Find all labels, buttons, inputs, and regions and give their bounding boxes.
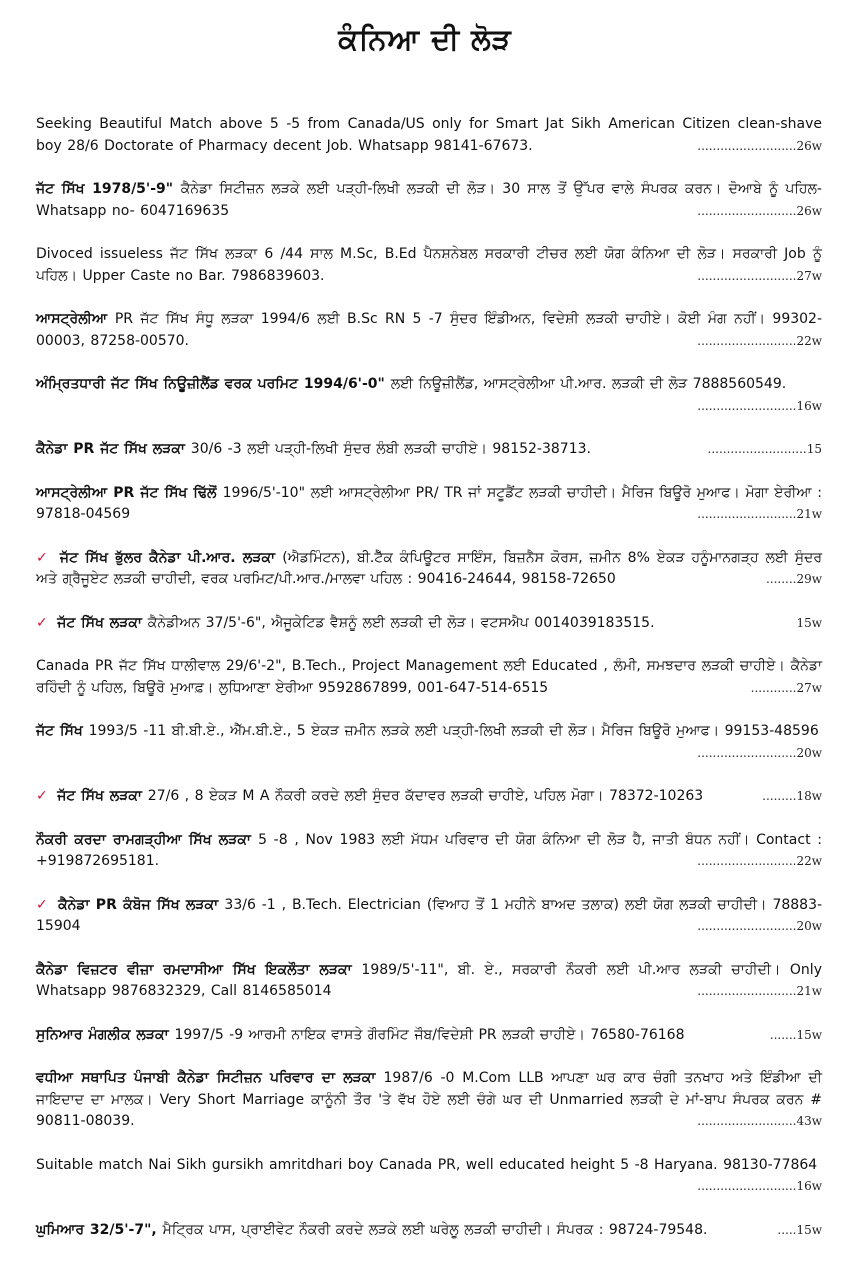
ad-text: 33/6 -1 , B.Tech. Electrician (ਵਿਆਹ ਤੋਂ 1 ਮਹੀਨੇ ਬਾਅਦ ਤਲਾਕ) ਲਈ ਯੋਗ ਲੜਕੀ ਚਾਹੀਦੀ। 78883-15904 <box>36 896 823 934</box>
ad-code: ..........................16w <box>697 1179 822 1193</box>
ad-code: ..........................21w <box>697 984 822 998</box>
classified-ad-16 <box>36 1025 822 1047</box>
ad-text: Suitable match Nai Sikh gursikh amritdhari boy Canada PR, well educated height 5 -8 Haryana. 98130-77864 <box>36 1156 818 1173</box>
classified-ad-11 <box>36 721 822 764</box>
classified-ad-10 <box>36 656 822 699</box>
classified-ad-4 <box>36 309 822 352</box>
ad-text: Canada PR ਜੱਟ ਸਿੱਖ ਧਾਲੀਵਾਲ 29/6'-2", B.Tech., Project Management ਲਈ Educated , ਲੰਮੀ, ਸਮਝਦਾਰ ਲੜਕੀ ਚਾਹੀਏ। ਕੈਨੇਡਾ ਰਹਿੰਦੀ ਨੂੰ ਪਹਿਲ, ਬਿਊਰੋ ਮੁਆਫ਼। ਲੁਧਿਆਣਾ ਏਰੀਆ 9592867899, 001-647-514-6515 <box>36 658 822 696</box>
check-mark-icon: ✓ <box>36 549 50 566</box>
classified-ad-14 <box>36 895 822 938</box>
classified-ad-5 <box>36 374 822 417</box>
ad-code: .....15w <box>777 1222 822 1237</box>
ad-code: ..........................27w <box>697 268 822 283</box>
ad-text: ਮੈਟ੍ਰਿਕ ਪਾਸ, ਪ੍ਰਾਈਵੇਟ ਨੌਕਰੀ ਕਰਦੇ ਲੜਕੇ ਲਈ ਘਰੇਲੂ ਲੜਕੀ ਚਾਹੀਦੀ। ਸੰਪਰਕ : 98724-79548. <box>162 1221 708 1238</box>
ad-text: Divoced issueless ਜੱਟ ਸਿੱਖ ਲੜਕਾ 6 /44 ਸਾਲ M.Sc, B.Ed ਪੈਨਸ਼ਨੇਬਲ ਸਰਕਾਰੀ ਟੀਚਰ ਲਈ ਯੋਗ ਕੰਨਿਆ ਦੀ ਲੋੜ। ਸਰਕਾਰੀ Job ਨੂੰ ਪਹਿਲ। Upper Caste no Bar. 7986839603. <box>36 246 822 284</box>
ad-text: 1989/5'-11", ਬੀ. ਏ., ਸਰਕਾਰੀ ਨੌਕਰੀ ਲਈ ਪੀ.ਆਰ ਲੜਕੀ ਚਾਹੀਦੀ। Only Whatsapp 9876832329, Call 8146585014 <box>36 961 822 999</box>
classified-ad-13 <box>36 830 822 873</box>
ad-code: ..........................15 <box>707 442 822 456</box>
ad-text: ਕੈਨੇਡੀਅਨ 37/5'-6", ਐਜੂਕੇਟਿਡ ਵੈਸ਼ਨੂੰ ਲਈ ਲੜਕੀ ਦੀ ਲੋੜ। ਵਟਸਐਪ 0014039183515. <box>147 614 655 631</box>
classified-ad-15 <box>36 960 822 1003</box>
ad-code: ........29w <box>765 572 822 586</box>
ad-code: ..........................26w <box>697 138 822 153</box>
ad-code: ..........................22w <box>697 333 822 348</box>
ad-text: 1987/6 -0 M.Com LLB ਆਪਣਾ ਘਰ ਕਾਰ ਚੰਗੀ ਤਨਖਾਹ ਅਤੇ ਇੰਡੀਆ ਦੀ ਜਾਇਦਾਦ ਦਾ ਮਾਲਕ। Very Short Marriage ਕਾਨੂੰਨੀ ਤੌਰ 'ਤੇ ਵੱਖ ਹੋਏ ਲਈ ਚੰਗੇ ਘਰ ਦੀ Unmarried ਲੜਕੀ ਦੇ ਮਾਂ-ਬਾਪ ਸੰਪਰਕ ਕਰਨ # 90811-08039. <box>36 1070 822 1129</box>
ad-lead: ਅੰਮ੍ਰਿਤਧਾਰੀ ਜੱਟ ਸਿੱਖ ਨਿਊਜ਼ੀਲੈਂਡ ਵਰਕ ਪਰਮਿਟ 1994/6'-0" <box>36 376 391 392</box>
ad-lead: ਜੱਟ ਸਿੱਖ ਲੜਕਾ <box>57 614 148 631</box>
classified-ads-list <box>36 114 822 1263</box>
ad-text: 5 -8 , Nov 1983 ਲਈ ਮੱਧਮ ਪਰਿਵਾਰ ਦੀ ਯੋਗ ਕੰਨਿਆ ਦੀ ਲੋੜ ਹੈ, ਜਾਤੀ ਬੰਧਨ ਨਹੀਂ। Contact : +919872695181. <box>36 831 822 869</box>
ad-code: ............27w <box>750 680 822 695</box>
classified-ad-17 <box>36 1068 822 1133</box>
ad-text: ਲਈ ਨਿਊਜ਼ੀਲੈਂਡ, ਆਸਟ੍ਰੇਲੀਆ ਪੀ.ਆਰ. ਲੜਕੀ ਦੀ ਲੋੜ 7888560549. <box>390 376 787 392</box>
classified-ad-7 <box>36 483 822 526</box>
ad-code: 15w <box>796 615 822 630</box>
check-mark-icon: ✓ <box>36 896 49 913</box>
ad-text: 1997/5 -9 ਆਰਮੀ ਨਾਇਕ ਵਾਸਤੇ ਗੌਰਮਿੰਟ ਜੌਬ/ਵਿਦੇਸ਼ੀ PR ਲੜਕੀ ਚਾਹੀਏ। 76580-76168 <box>174 1026 685 1043</box>
ad-code: ..........................20w <box>697 919 822 933</box>
classified-ad-9 <box>36 613 822 635</box>
ad-text: 30/6 -3 ਲਈ ਪੜ੍ਹੀ-ਲਿਖੀ ਸੁੰਦਰ ਲੰਬੀ ਲੜਕੀ ਚਾਹੀਏ। 98152-38713. <box>190 441 591 457</box>
ad-code: ..........................43w <box>697 1114 822 1128</box>
ad-lead: ਕੈਨੇਡਾ PR ਜੱਟ ਸਿੱਖ ਲੜਕਾ <box>36 441 191 457</box>
ad-code: .........18w <box>762 789 822 803</box>
classified-ad-18 <box>36 1155 822 1198</box>
ad-code: .......15w <box>769 1027 822 1042</box>
ad-lead: ਜੱਟ ਸਿੱਖ <box>36 723 89 739</box>
ad-lead: ਜੱਟ ਸਿੱਖ ਲੜਕਾ <box>57 788 148 804</box>
classified-ad-2 <box>36 179 822 222</box>
ad-lead: ਆਸਟ੍ਰੇਲੀਆ PR ਜੱਟ ਸਿੱਖ ਢਿੱਲੋਂ <box>36 484 223 501</box>
check-mark-icon: ✓ <box>36 614 48 631</box>
ad-code: ..........................26w <box>697 203 822 218</box>
ad-code: ..........................16w <box>697 398 822 413</box>
ad-lead: ਵਧੀਆ ਸਥਾਪਿਤ ਪੰਜਾਬੀ ਕੈਨੇਡਾ ਸਿਟੀਜ਼ਨ ਪਰਿਵਾਰ ਦਾ ਲੜਕਾ <box>36 1070 384 1086</box>
ad-text: PR ਜੱਟ ਸਿੱਖ ਸੰਧੂ ਲੜਕਾ 1994/6 ਲਈ B.Sc RN 5 -7 ਸੁੰਦਰ ਇੰਡੀਅਨ, ਵਿਦੇਸ਼ੀ ਲੜਕੀ ਚਾਹੀਏ। ਕੋਈ ਮੰਗ ਨਹੀਂ। 99302-00003, 87258-00570. <box>36 311 822 349</box>
ad-code: ..........................20w <box>697 745 822 760</box>
classified-ad-3 <box>36 244 822 287</box>
classified-ad-8 <box>36 548 822 591</box>
classified-ad-12 <box>36 786 822 808</box>
ad-lead: ਜੱਟ ਸਿੱਖ ਭੁੱਲਰ ਕੈਨੇਡਾ ਪੀ.ਆਰ. ਲੜਕਾ <box>59 549 283 566</box>
ad-code: ..........................21w <box>697 507 822 521</box>
ad-text: Seeking Beautiful Match above 5 -5 from Canada/US only for Smart Jat Sikh American Citizen clean-shave boy 28/6 Doctorate of Pharmacy decent Job. Whatsapp 98141-67673. <box>36 116 822 154</box>
page-title: ਕੰਨਿਆ ਦੀ ਲੋੜ <box>338 22 512 56</box>
ad-lead: ਜੱਟ ਸਿੱਖ 1978/5'-9" <box>36 181 181 197</box>
classified-ad-1 <box>36 114 822 157</box>
ad-lead: ਕੈਨੇਡਾ PR ਕੰਬੋਜ ਸਿੱਖ ਲੜਕਾ <box>58 896 225 913</box>
ad-text: 1993/5 -11 ਬੀ.ਬੀ.ਏ., ਐੱਮ.ਬੀ.ਏ., 5 ਏਕੜ ਜ਼ਮੀਨ ਲੜਕੇ ਲਈ ਪੜ੍ਹੀ-ਲਿਖੀ ਲੜਕੀ ਦੀ ਲੋੜ। ਮੈਰਿਜ ਬਿਊਰੋ ਮੁਆਫ। 99153-48596 <box>88 723 819 739</box>
ad-text: (ਐਡਮਿੰਟਨ), ਬੀ.ਟੈੱਕ ਕੰਪਿਊਟਰ ਸਾਇੰਸ, ਬਿਜ਼ਨੈਸ ਕੋਰਸ, ਜ਼ਮੀਨ 8% ਏਕੜ ਹਨੂੰਮਾਨਗੜ੍ਹ ਲਈ ਸੁੰਦਰ ਅਤੇ ਗ੍ਰੈਜੂਏਟ ਲੜਕੀ ਚਾਹੀਦੀ, ਵਰਕ ਪਰਮਿਟ/ਪੀ.ਆਰ./ਮਾਲਵਾ ਪਹਿਲ : 90416-24644, 98158-72650 <box>36 549 822 587</box>
ad-lead: ਨੌਕਰੀ ਕਰਦਾ ਰਾਮਗੜ੍ਹੀਆ ਸਿੱਖ ਲੜਕਾ <box>36 831 259 848</box>
ad-lead: ਸੁਨਿਆਰ ਮੰਗਲੀਕ ਲੜਕਾ <box>36 1026 175 1043</box>
classified-ad-19 <box>36 1220 822 1242</box>
ad-text: ਕੈਨੇਡਾ ਸਿਟੀਜ਼ਨ ਲੜਕੇ ਲਈ ਪੜ੍ਹੀ-ਲਿਖੀ ਲੜਕੀ ਦੀ ਲੋੜ। 30 ਸਾਲ ਤੋਂ ਉੱਪਰ ਵਾਲੇ ਸੰਪਰਕ ਕਰਨ। ਦੋਆਬੇ ਨੂੰ ਪਹਿਲ- Whatsapp no- 6047169635 <box>36 181 822 219</box>
ad-code: ..........................22w <box>697 854 822 868</box>
ad-lead: ਆਸਟ੍ਰੇਲੀਆ <box>36 311 115 327</box>
classified-ad-6 <box>36 439 822 461</box>
ad-lead: ਘੁਮਿਆਰ 32/5'-7", <box>36 1221 163 1238</box>
ad-text: 27/6 , 8 ਏਕੜ M A ਨੌਕਰੀ ਕਰਦੇ ਲਈ ਸੁੰਦਰ ਕੱਦਾਵਰ ਲੜਕੀ ਚਾਹੀਏ, ਪਹਿਲ ਮੋਗਾ। 78372-10263 <box>147 788 704 804</box>
ad-lead: ਕੈਨੇਡਾ ਵਿਜ਼ਟਰ ਵੀਜ਼ਾ ਰਮਦਾਸੀਆ ਸਿੱਖ ਇਕਲੌਤਾ ਲੜਕਾ <box>36 961 362 978</box>
check-mark-icon: ✓ <box>36 788 48 804</box>
ad-text: 1996/5'-10" ਲਈ ਆਸਟ੍ਰੇਲੀਆ PR/ TR ਜਾਂ ਸਟੂਡੈਂਟ ਲੜਕੀ ਚਾਹੀਦੀ। ਮੈਰਿਜ ਬਿਊਰੋ ਮੁਆਫ। ਮੋਗਾ ਏਰੀਆ : 97818-04569 <box>36 484 823 522</box>
